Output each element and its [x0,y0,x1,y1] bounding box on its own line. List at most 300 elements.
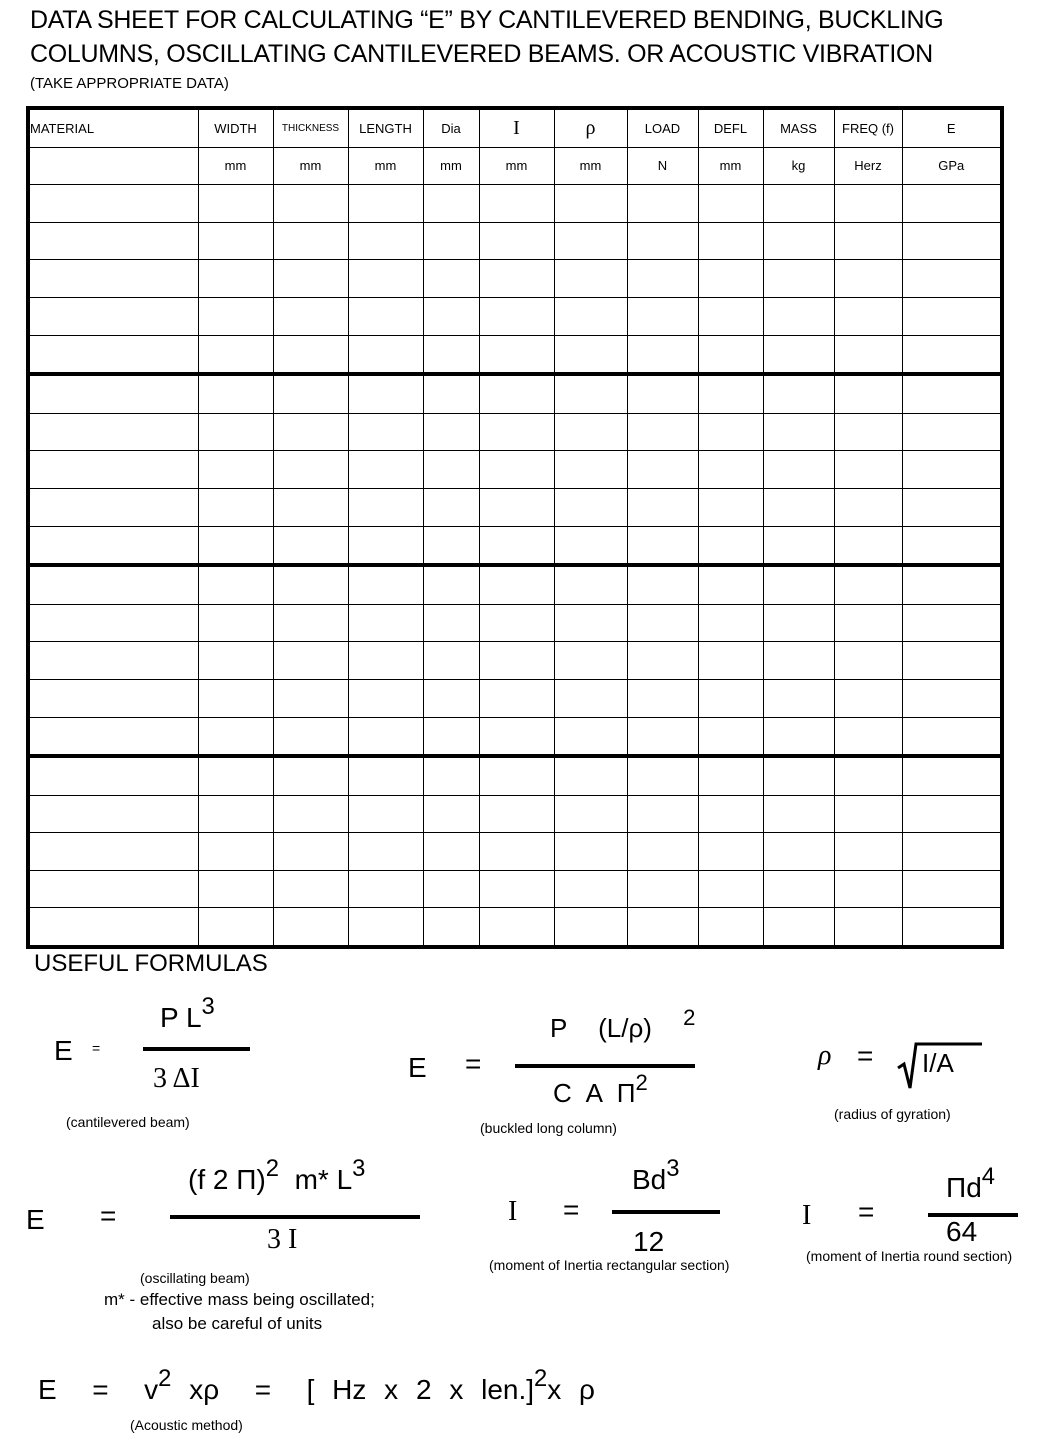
data-cell[interactable] [698,565,763,604]
data-cell[interactable] [698,488,763,526]
data-cell[interactable] [479,374,554,413]
data-cell[interactable] [423,488,479,526]
data-cell[interactable] [198,297,273,335]
table-row [28,833,1002,871]
page-subtitle: (TAKE APPROPRIATE DATA) [30,75,229,92]
data-cell[interactable] [348,679,423,717]
data-cell[interactable] [348,565,423,604]
data-cell[interactable] [627,604,698,642]
data-cell[interactable] [273,565,348,604]
data-cell[interactable] [834,908,902,947]
data-cell[interactable] [198,604,273,642]
data-cell[interactable] [627,795,698,833]
data-cell[interactable] [273,833,348,871]
data-cell[interactable] [198,795,273,833]
data-cell[interactable] [554,374,627,413]
units-row [28,147,1002,185]
data-cell[interactable] [479,795,554,833]
data-cell[interactable] [902,565,1002,604]
data-cell[interactable] [763,222,834,260]
data-cell[interactable] [834,756,902,795]
data-cell[interactable] [423,908,479,947]
cantilever-num: P $L^3$ [160,992,215,1033]
data-cell[interactable] [348,260,423,298]
data-cell[interactable] [902,185,1002,223]
unit-width: mm [198,147,273,185]
unit-length: mm [348,147,423,185]
data-cell[interactable] [198,717,273,756]
data-cell[interactable] [273,642,348,680]
data-cell[interactable] [627,297,698,335]
data-cell[interactable] [698,451,763,489]
data-cell[interactable] [28,374,198,413]
data-cell[interactable] [554,870,627,908]
data-cell[interactable] [902,604,1002,642]
data-cell[interactable] [348,908,423,947]
formulas-heading: USEFUL FORMULAS [34,950,268,977]
data-cell[interactable] [198,413,273,451]
table-row [28,756,1002,795]
data-cell[interactable] [423,222,479,260]
data-cell[interactable] [273,526,348,565]
data-cell[interactable] [348,222,423,260]
data-cell[interactable] [423,335,479,374]
data-cell[interactable] [554,679,627,717]
data-cell[interactable] [273,679,348,717]
data-cell[interactable] [698,795,763,833]
unit-mass: kg [763,147,834,185]
gyration-lhs: ρ [818,1040,832,1071]
data-cell[interactable] [834,488,902,526]
data-cell[interactable] [423,679,479,717]
unit-thickness: mm [273,147,348,185]
round-caption: (moment of Inertia round section) [806,1248,1013,1264]
data-cell[interactable] [627,833,698,871]
data-cell[interactable] [627,260,698,298]
data-cell[interactable] [834,870,902,908]
data-cell[interactable] [698,222,763,260]
data-cell[interactable] [423,642,479,680]
data-cell[interactable] [627,451,698,489]
data-cell[interactable] [834,642,902,680]
data-cell[interactable] [834,565,902,604]
data-cell[interactable] [423,756,479,795]
data-cell[interactable] [554,260,627,298]
data-cell[interactable] [554,908,627,947]
data-cell[interactable] [348,717,423,756]
data-cell[interactable] [554,526,627,565]
data-cell[interactable] [902,335,1002,374]
data-cell[interactable] [479,335,554,374]
data-cell[interactable] [902,451,1002,489]
oscillating-eq: = [100,1200,117,1231]
data-cell[interactable] [348,833,423,871]
data-cell[interactable] [763,565,834,604]
data-cell[interactable] [28,833,198,871]
data-cell[interactable] [834,413,902,451]
data-cell[interactable] [198,488,273,526]
data-table [26,106,1004,949]
data-cell[interactable] [479,451,554,489]
data-cell[interactable] [479,870,554,908]
buckled-caption: (buckled long column) [480,1120,617,1136]
table-row [28,526,1002,565]
data-cell[interactable] [554,297,627,335]
data-cell[interactable] [834,260,902,298]
data-cell[interactable] [198,908,273,947]
data-cell[interactable] [479,565,554,604]
table-row [28,908,1002,947]
data-cell[interactable] [273,297,348,335]
data-cell[interactable] [28,297,198,335]
data-cell[interactable] [698,413,763,451]
table-row [28,604,1002,642]
data-cell[interactable] [479,908,554,947]
header-width: WIDTH [198,108,273,147]
data-cell[interactable] [834,297,902,335]
data-cell[interactable] [423,604,479,642]
data-cell[interactable] [698,642,763,680]
data-cell[interactable] [834,604,902,642]
data-cell[interactable] [348,488,423,526]
data-cell[interactable] [554,717,627,756]
data-cell[interactable] [479,642,554,680]
data-cell[interactable] [198,260,273,298]
data-cell[interactable] [348,526,423,565]
data-cell[interactable] [763,260,834,298]
header-defl: DEFL [698,108,763,147]
data-cell[interactable] [28,185,198,223]
data-cell[interactable] [28,908,198,947]
data-cell[interactable] [28,870,198,908]
table-row [28,642,1002,680]
data-cell[interactable] [834,374,902,413]
data-cell[interactable] [698,604,763,642]
data-cell[interactable] [834,185,902,223]
data-cell[interactable] [698,526,763,565]
data-cell[interactable] [834,795,902,833]
table-row [28,297,1002,335]
table-row [28,679,1002,717]
data-cell[interactable] [479,526,554,565]
data-cell[interactable] [698,260,763,298]
data-cell[interactable] [902,756,1002,795]
data-cell[interactable] [423,526,479,565]
data-cell[interactable] [348,374,423,413]
data-cell[interactable] [627,488,698,526]
data-cell[interactable] [763,297,834,335]
data-cell[interactable] [902,833,1002,871]
data-cell[interactable] [834,335,902,374]
data-cell[interactable] [763,908,834,947]
header-thickness: THICKNESS [273,108,348,147]
unit-material [28,147,198,185]
data-cell[interactable] [554,185,627,223]
data-cell[interactable] [273,604,348,642]
data-cell[interactable] [698,185,763,223]
data-cell[interactable] [902,260,1002,298]
data-cell[interactable] [423,870,479,908]
acoustic-caption: (Acoustic method) [130,1417,243,1433]
data-cell[interactable] [627,756,698,795]
data-cell[interactable] [423,260,479,298]
data-cell[interactable] [479,717,554,756]
data-body [28,185,1002,947]
data-cell[interactable] [348,185,423,223]
data-cell[interactable] [902,908,1002,947]
data-cell[interactable] [423,374,479,413]
rect-num: Bd$^3$ [632,1154,680,1195]
data-cell[interactable] [348,604,423,642]
data-cell[interactable] [554,795,627,833]
data-cell[interactable] [902,870,1002,908]
data-cell[interactable] [479,413,554,451]
data-cell[interactable] [627,335,698,374]
data-cell[interactable] [627,642,698,680]
buckled-eq: = [465,1048,482,1079]
data-cell[interactable] [627,374,698,413]
data-cell[interactable] [763,795,834,833]
data-cell[interactable] [28,795,198,833]
data-cell[interactable] [698,717,763,756]
data-cell[interactable] [198,870,273,908]
data-cell[interactable] [902,413,1002,451]
table-row [28,795,1002,833]
data-cell[interactable] [273,335,348,374]
header-dia: Dia [423,108,479,147]
oscillating-note-2: also be careful of units [152,1314,323,1333]
round-num: $\Pi d^4$ [946,1162,996,1203]
data-cell[interactable] [554,604,627,642]
data-cell[interactable] [28,260,198,298]
header-mass: MASS [763,108,834,147]
data-cell[interactable] [479,679,554,717]
oscillating-caption: (oscillating beam) [140,1270,250,1286]
data-cell[interactable] [834,679,902,717]
rect-eq: = [563,1194,580,1225]
header-inertia: I [479,108,554,147]
data-cell[interactable] [273,413,348,451]
header-load: LOAD [627,108,698,147]
data-cell[interactable] [479,833,554,871]
data-cell[interactable] [554,451,627,489]
data-cell[interactable] [348,756,423,795]
data-cell[interactable] [198,756,273,795]
data-cell[interactable] [902,222,1002,260]
buckled-fraction-bar [515,1064,695,1068]
data-cell[interactable] [554,642,627,680]
data-cell[interactable] [198,335,273,374]
cantilever-lhs: E [54,1035,73,1066]
data-cell[interactable] [28,413,198,451]
data-cell[interactable] [627,526,698,565]
data-cell[interactable] [479,756,554,795]
table-row [28,413,1002,451]
data-cell[interactable] [902,679,1002,717]
data-cell[interactable] [479,488,554,526]
table-row [28,870,1002,908]
data-cell[interactable] [554,335,627,374]
data-cell[interactable] [763,374,834,413]
table-row [28,335,1002,374]
data-cell[interactable] [627,185,698,223]
data-cell[interactable] [763,185,834,223]
data-cell[interactable] [763,679,834,717]
data-cell[interactable] [28,642,198,680]
unit-freq: Herz [834,147,902,185]
data-cell[interactable] [627,565,698,604]
data-cell[interactable] [423,717,479,756]
data-cell[interactable] [273,795,348,833]
unit-inertia: mm [479,147,554,185]
rect-lhs: I [508,1196,518,1227]
data-cell[interactable] [273,908,348,947]
data-cell[interactable] [554,488,627,526]
data-cell[interactable] [763,833,834,871]
data-cell[interactable] [627,870,698,908]
data-cell[interactable] [198,374,273,413]
data-cell[interactable] [834,833,902,871]
data-cell[interactable] [554,413,627,451]
data-cell[interactable] [348,335,423,374]
data-cell[interactable] [28,717,198,756]
data-cell[interactable] [28,565,198,604]
data-cell[interactable] [554,833,627,871]
data-cell[interactable] [348,795,423,833]
data-cell[interactable] [423,413,479,451]
data-cell[interactable] [763,604,834,642]
data-cell[interactable] [423,451,479,489]
rect-caption: (moment of Inertia rectangular section) [489,1257,730,1273]
data-cell[interactable] [763,335,834,374]
data-cell[interactable] [423,565,479,604]
data-cell[interactable] [198,185,273,223]
data-cell[interactable] [273,222,348,260]
data-cell[interactable] [28,488,198,526]
data-cell[interactable] [198,222,273,260]
data-cell[interactable] [698,335,763,374]
data-cell[interactable] [763,717,834,756]
table-row [28,374,1002,413]
data-cell[interactable] [28,679,198,717]
data-cell[interactable] [423,833,479,871]
data-cell[interactable] [198,833,273,871]
header-material: MATERIAL [28,108,198,147]
data-cell[interactable] [348,451,423,489]
data-cell[interactable] [28,222,198,260]
data-cell[interactable] [763,756,834,795]
data-cell[interactable] [198,679,273,717]
gyration-radicand: I/A [922,1048,954,1078]
data-cell[interactable] [902,642,1002,680]
data-cell[interactable] [902,297,1002,335]
data-cell[interactable] [763,451,834,489]
unit-load: N [627,147,698,185]
data-cell[interactable] [479,297,554,335]
data-cell[interactable] [627,222,698,260]
data-cell[interactable] [554,565,627,604]
table-row [28,451,1002,489]
page-title-line-1: DATA SHEET FOR CALCULATING “E” BY CANTILEVERED BENDING, BUCKLING [30,6,944,34]
data-cell[interactable] [763,526,834,565]
data-cell[interactable] [479,260,554,298]
data-cell[interactable] [28,335,198,374]
data-cell[interactable] [763,488,834,526]
data-cell[interactable] [902,795,1002,833]
data-cell[interactable] [348,297,423,335]
data-cell[interactable] [698,297,763,335]
data-cell[interactable] [28,526,198,565]
data-cell[interactable] [479,604,554,642]
data-cell[interactable] [273,717,348,756]
data-cell[interactable] [273,260,348,298]
data-cell[interactable] [273,185,348,223]
data-cell[interactable] [348,642,423,680]
data-cell[interactable] [348,870,423,908]
data-cell[interactable] [627,717,698,756]
data-cell[interactable] [834,717,902,756]
oscillating-num: (f 2 Π)$^2$ m* $L^3$ [188,1154,366,1195]
data-cell[interactable] [273,870,348,908]
rect-den: 12 [633,1226,665,1257]
data-cell[interactable] [273,488,348,526]
data-cell[interactable] [198,642,273,680]
data-cell[interactable] [423,185,479,223]
buckled-den: C A $\Pi^2$ [553,1069,648,1108]
data-cell[interactable] [834,451,902,489]
data-cell[interactable] [28,756,198,795]
header-e: E [902,108,1002,147]
data-cell[interactable] [627,679,698,717]
data-cell[interactable] [423,795,479,833]
data-cell[interactable] [423,297,479,335]
data-cell[interactable] [763,642,834,680]
data-cell[interactable] [763,870,834,908]
data-cell[interactable] [834,222,902,260]
data-cell[interactable] [198,565,273,604]
data-cell[interactable] [902,488,1002,526]
data-cell[interactable] [834,526,902,565]
data-cell[interactable] [763,413,834,451]
data-cell[interactable] [28,451,198,489]
data-cell[interactable] [698,833,763,871]
round-den: 64 [946,1216,978,1247]
data-cell[interactable] [698,679,763,717]
data-cell[interactable] [554,222,627,260]
data-cell[interactable] [698,374,763,413]
unit-defl: mm [698,147,763,185]
unit-e: GPa [902,147,1002,185]
data-cell[interactable] [902,526,1002,565]
data-cell[interactable] [273,451,348,489]
data-cell[interactable] [479,222,554,260]
data-cell[interactable] [902,374,1002,413]
data-cell[interactable] [28,604,198,642]
data-cell[interactable] [198,526,273,565]
data-cell[interactable] [627,908,698,947]
data-cell[interactable] [273,756,348,795]
data-cell[interactable] [698,870,763,908]
data-cell[interactable] [479,185,554,223]
data-cell[interactable] [554,756,627,795]
data-cell[interactable] [698,908,763,947]
data-cell[interactable] [627,413,698,451]
data-cell[interactable] [348,413,423,451]
data-cell[interactable] [198,451,273,489]
data-cell[interactable] [902,717,1002,756]
data-cell[interactable] [698,756,763,795]
data-cell[interactable] [273,374,348,413]
